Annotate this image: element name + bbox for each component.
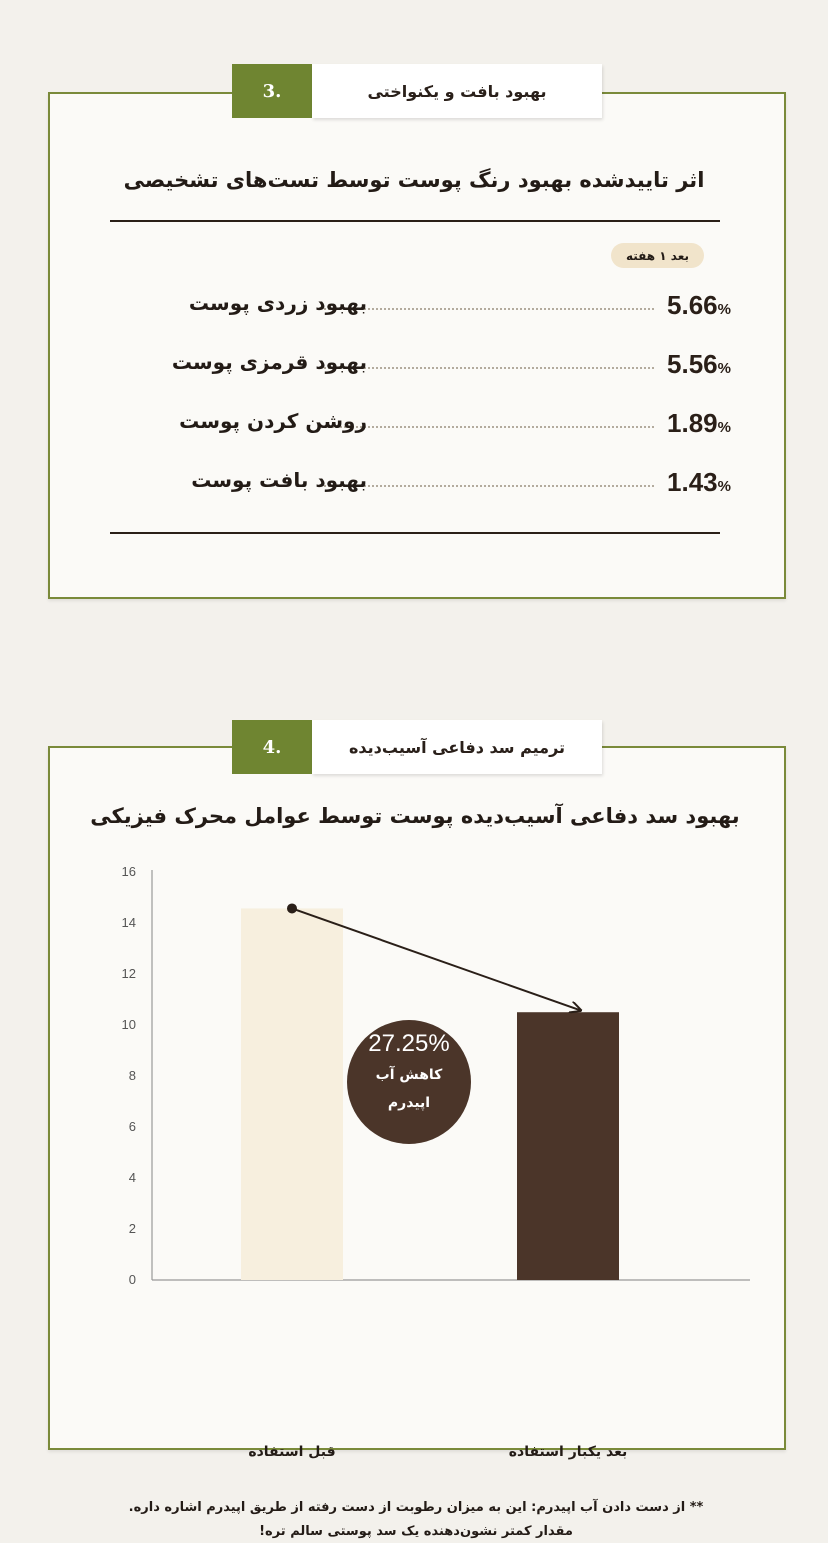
section-3-number: 3. [232, 64, 312, 118]
after-1-week-badge: بعد ۱ هفته [611, 243, 704, 268]
y-tick-label: 12 [121, 966, 136, 981]
y-tick-label: 10 [121, 1017, 136, 1032]
section-3-tab-title: بهبود بافت و یکنواختی [312, 64, 602, 118]
reduction-label-line2: اپیدرم [387, 1095, 431, 1111]
dotted-leader [324, 485, 654, 487]
stat-label: بهبود قرمزی پوست [171, 350, 367, 374]
stat-label: بهبود بافت پوست [191, 468, 367, 492]
stat-row [80, 286, 731, 326]
y-tick-label: 4 [128, 1170, 136, 1185]
y-tick-label: 6 [128, 1119, 136, 1134]
y-tick-label: 8 [128, 1068, 136, 1083]
x-category-label: قبل استفاده [248, 1444, 336, 1460]
dotted-leader [324, 367, 654, 369]
stat-value: 5.66% [667, 290, 731, 320]
reduction-label-line1: کاهش آب [375, 1067, 443, 1083]
footnote-line-1: ** از دست دادن آب اپیدرم: این به میزان رطوبت از دست رفته از طریق اپیدرم اشاره داره. [128, 1500, 704, 1515]
stat-row [80, 463, 731, 503]
dotted-leader [324, 426, 654, 428]
section-3-heading: اثر تاییدشده بهبود رنگ پوست توسط تست‌های تشخیصی [123, 168, 705, 192]
y-tick-label: 2 [128, 1221, 136, 1236]
section-3-bottom-rule [110, 532, 720, 534]
x-category-label: بعد یکبار استفاده [508, 1444, 628, 1460]
chart-title: بهبود سد دفاعی آسیب‌دیده پوست توسط عوامل محرک فیزیکی [90, 804, 740, 828]
dotted-leader [324, 308, 654, 310]
section-4-number: 4. [232, 720, 312, 774]
stat-label: روشن کردن پوست [179, 409, 367, 433]
section-3-top-rule [110, 220, 720, 222]
stat-value: 5.56% [667, 349, 731, 379]
y-tick-label: 0 [128, 1272, 136, 1287]
stat-label: بهبود زردی پوست [188, 291, 367, 315]
reduction-percent: 27.25% [368, 1030, 450, 1057]
y-tick-label: 14 [121, 915, 136, 930]
stat-row [80, 345, 731, 385]
stat-value: 1.43% [667, 467, 731, 497]
section-4-tab-title: ترمیم سد دفاعی آسیب‌دیده [312, 720, 602, 774]
stat-row [80, 404, 731, 444]
stat-value: 1.89% [667, 408, 731, 438]
footnote-line-2: مقدار کمتر نشون‌دهنده یک سد پوستی سالم تره! [259, 1524, 573, 1539]
y-tick-label: 16 [121, 864, 136, 879]
